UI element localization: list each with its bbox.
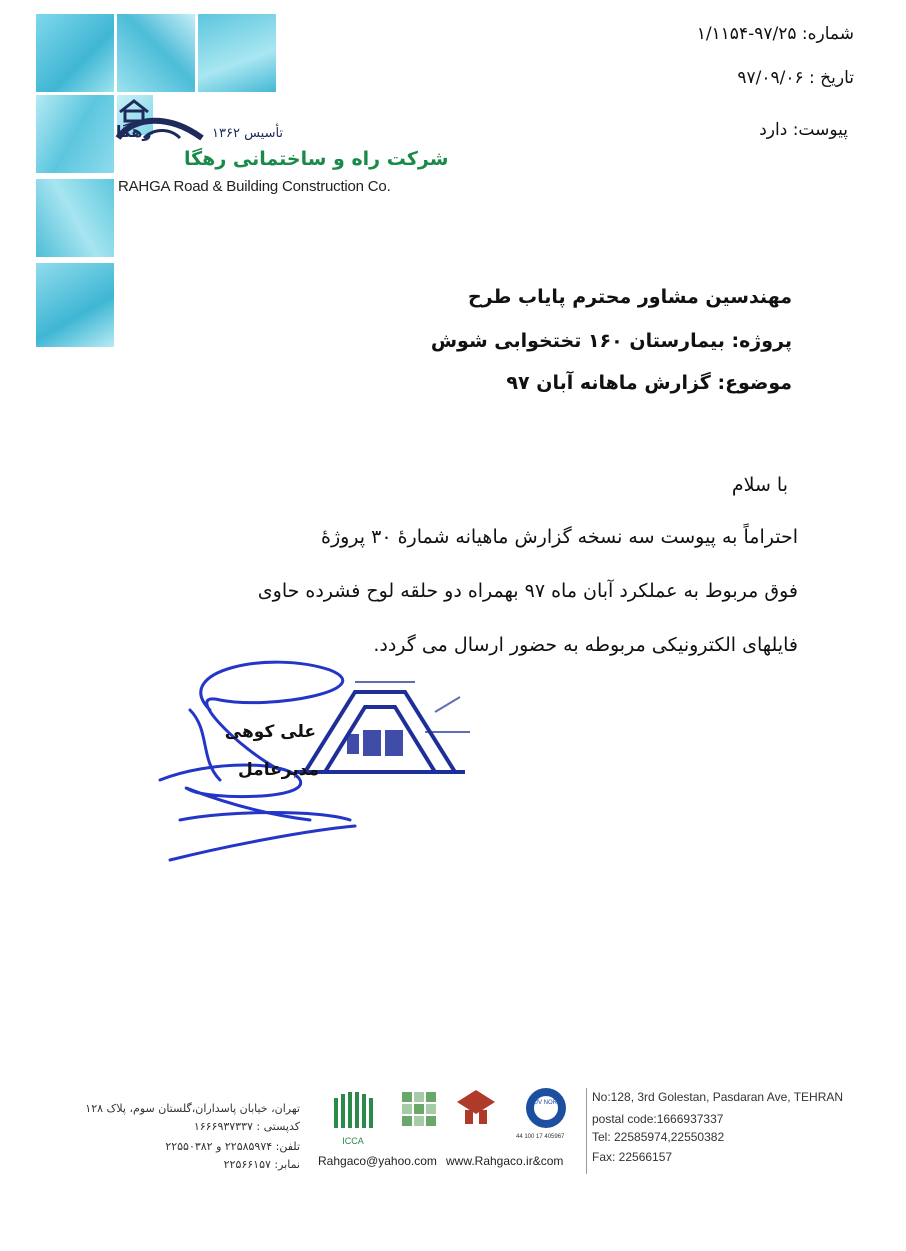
letter-date-value: ۹۷/۰۹/۰۶ xyxy=(737,68,804,88)
icca-logo xyxy=(328,1090,378,1146)
addressee-project: پروژه: بیمارستان ۱۶۰ تختخوابی شوش xyxy=(430,330,792,352)
letter-number xyxy=(697,24,854,44)
logo-name-fa: شرکت راه و ساختمانی رهگا xyxy=(184,148,449,170)
letter-date-label: تاریخ : xyxy=(809,68,854,88)
footer-address-en: No:128, 3rd Golestan, Pasdaran Ave, TEHRAN xyxy=(592,1090,844,1104)
footer-address-fa: تهران، خیابان پاسداران،گلستان سوم، پلاک ۱۲۸ xyxy=(85,1102,300,1115)
logo-established: تأسیس ۱۳۶۲ xyxy=(212,126,284,141)
letter-number-value: ۹۷/۲۵-۱/۱۱۵۴ xyxy=(696,24,797,44)
certificate-mosaic-icon xyxy=(402,1092,438,1128)
greeting: با سلام xyxy=(731,474,788,496)
signatory-title: مدیرعامل xyxy=(238,760,319,780)
letter-attachment xyxy=(759,120,848,140)
letter-number-label: شماره: xyxy=(801,24,854,44)
tuv-nord-code: 44 100 17 405967 xyxy=(516,1134,565,1140)
tuv-nord-icon xyxy=(524,1086,568,1130)
logo-mark-text: رهگا xyxy=(116,122,152,141)
letter-footer xyxy=(0,1080,906,1180)
footer-tel-en: Tel: 22585974,22550382 xyxy=(592,1130,725,1144)
footer-email: Rahgaco@yahoo.com xyxy=(318,1154,437,1168)
tuv-nord-logo xyxy=(516,1086,580,1146)
footer-postal-fa: کدپستی : ۱۶۶۶۹۳۷۳۳۷ xyxy=(193,1120,300,1133)
signatory-name: علی کوهی xyxy=(224,722,316,742)
footer-website: www.Rahgaco.ir&com xyxy=(446,1154,564,1168)
logo-name-en: RAHGA Road & Building Construction Co. xyxy=(118,178,391,195)
footer-fax-fa: نمابر: ۲۲۵۶۶۱۵۷ xyxy=(223,1158,300,1171)
letter-attachment-value: دارد xyxy=(759,120,788,140)
tuv-nord-label: TUV NORD xyxy=(530,1100,562,1106)
footer-postal-en: postal code:1666937337 xyxy=(592,1112,724,1126)
letter-attachment-label: پیوست: xyxy=(792,120,848,140)
footer-divider xyxy=(586,1088,587,1174)
addressee-line-1: مهندسین مشاور محترم پایاب طرح xyxy=(467,286,792,308)
addressee-subject: موضوع: گزارش ماهانه آبان ۹۷ xyxy=(506,372,792,394)
icca-label: ICCA xyxy=(342,1136,364,1146)
footer-fax-en: Fax: 22566157 xyxy=(592,1150,673,1164)
body-line-3: فایلهای الکترونیکی مربوطه به حضور ارسال می گردد. xyxy=(373,634,798,656)
icca-building-icon xyxy=(328,1090,378,1134)
syndicate-emblem-icon xyxy=(455,1088,497,1128)
body-line-2: فوق مربوط به عملکرد آبان ماه ۹۷ بهمراه دو حلقه لوح فشرده حاوی xyxy=(257,580,798,602)
company-logo xyxy=(114,98,449,198)
letter-date xyxy=(737,68,854,88)
body-line-1: احتراماً به پیوست سه نسخه گزارش ماهیانه شمارهٔ ۳۰ پروژهٔ xyxy=(320,526,798,548)
footer-phone-fa: تلفن: ۲۲۵۸۵۹۷۴ و ۲۲۵۵۰۳۸۲ xyxy=(165,1140,300,1153)
